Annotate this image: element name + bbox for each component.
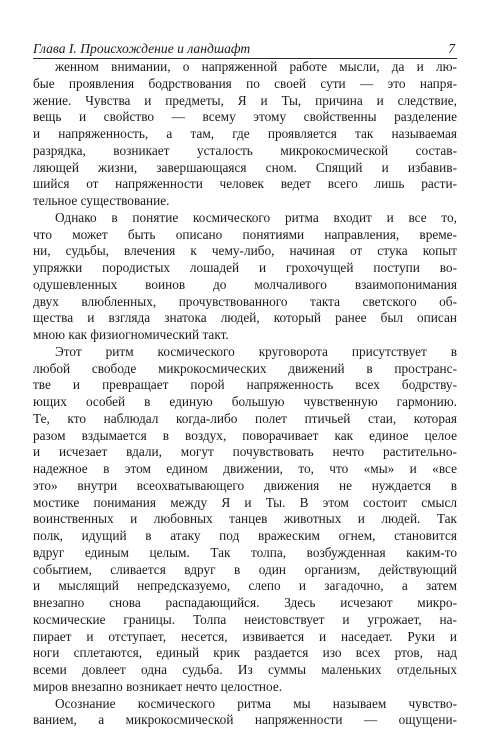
text-line: полк, идущий в атаку под вражеским огнем, становится — [33, 528, 457, 545]
text-line: ноги сплетаются, единый крик раздается изо всех ртов, над — [33, 645, 457, 662]
text-line: и напряженность, а там, где проявляется так называемая — [33, 126, 457, 143]
text-line: мною как физиогномический такт. — [33, 327, 457, 344]
text-line: Осознание космического ритма мы называем чувство- — [33, 696, 457, 713]
text-line: что может быть описано понятиями направления, време- — [33, 227, 457, 244]
text-line: и мыслящий непредсказуемо, слепо и загадочно, а затем — [33, 578, 457, 595]
text-line: событием, сливается вдруг в один организм, действующий — [33, 562, 457, 579]
text-line: женном внимании, о напряженной работе мысли, да и лю- — [33, 59, 457, 76]
text-line: вещь и свойство — всему этому свойственны разделение — [33, 109, 457, 126]
text-line: шийся от напряженности человек ведет всего лишь расти- — [33, 176, 457, 193]
text-line: внезапно снова распадающийся. Здесь исчезают микро- — [33, 595, 457, 612]
text-line: Те, кто наблюдал когда-либо полет птичьей стаи, которая — [33, 411, 457, 428]
text-line: Этот ритм космического круговорота присутствует в — [33, 344, 457, 361]
text-line: разом вздымается в воздух, поворачивает как единое целое — [33, 428, 457, 445]
text-line: космические границы. Толпа неистовствует и угрожает, на- — [33, 612, 457, 629]
chapter-title: Глава I. Происхождение и ландшафт — [33, 40, 250, 58]
text-line: пирает и отступает, несется, извивается и наседает. Руки и — [33, 629, 457, 646]
paragraph — [33, 59, 457, 210]
text-line: вдруг единым целым. Так толпа, возбужденная каким-то — [33, 545, 457, 562]
text-line: ющих особей в единую большую чувственную гармонию. — [33, 394, 457, 411]
text-line: ляющей жизни, завершающаяся сном. Спящий и избавив- — [33, 160, 457, 177]
text-line: всеми довлеет одна судьба. Из суммы маленьких отдельных — [33, 662, 457, 679]
text-line: мостике понимания между Я и Ты. В этом состоит смысл — [33, 495, 457, 512]
body-text — [33, 59, 457, 729]
text-line: тве и превращает порой напряженность всех бодрству- — [33, 377, 457, 394]
text-line: бые проявления бодрствования по своей сути — это напря- — [33, 76, 457, 93]
text-line: воинственных и любовных танцев животных и людей. Так — [33, 511, 457, 528]
running-header — [33, 40, 457, 59]
text-line: щества и взгляда знатока людей, который ранее был описан — [33, 310, 457, 327]
text-line: это» внутри всеохватывающего движения не нуждается в — [33, 478, 457, 495]
text-line: надежное в этом едином движении, то, что «мы» и «все — [33, 461, 457, 478]
text-line: упряжки породистых лошадей и грохочущей поступи во- — [33, 260, 457, 277]
text-line: жение. Чувства и предметы, Я и Ты, причина и следствие, — [33, 93, 457, 110]
text-line: двух влюбленных, прочувствованного такта светского об- — [33, 294, 457, 311]
text-line: и исчезает вдали, могут почувствовать нечто растительно- — [33, 444, 457, 461]
text-line: Однако в понятие космического ритма входит и все то, — [33, 210, 457, 227]
text-line: миров внезапно возникает нечто целостное. — [33, 679, 457, 696]
text-line: тельное существование. — [33, 193, 457, 210]
text-line: одушевленных воинов до молчаливого взаимопонимания — [33, 277, 457, 294]
text-line: разрядка, возникает усталость микрокосмической состав- — [33, 143, 457, 160]
text-line: ни, судьбы, влечения к чему-либо, начиная от стука копыт — [33, 243, 457, 260]
text-line: любой свободе микрокосмических движений в пространс- — [33, 361, 457, 378]
text-line: ванием, а микрокосмической напряженности — ощущени- — [33, 712, 457, 729]
paragraph — [33, 210, 457, 344]
page-number: 7 — [448, 40, 455, 58]
paragraph — [33, 344, 457, 696]
paragraph — [33, 696, 457, 729]
